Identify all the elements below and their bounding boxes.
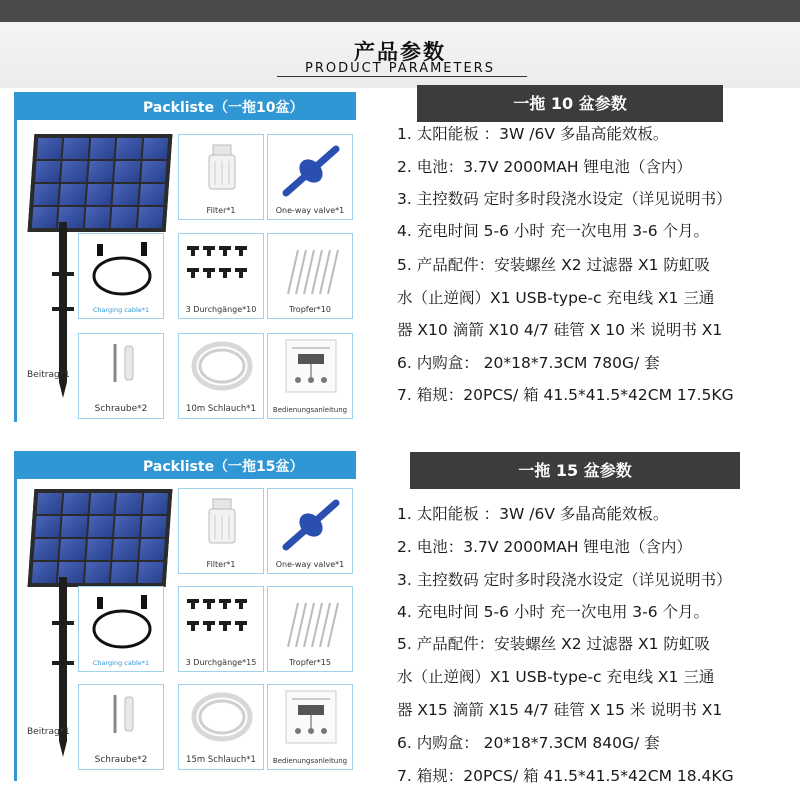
- solar-panel-image: [28, 134, 173, 232]
- filter-icon: [179, 489, 265, 559]
- spec-line: 5. 产品配件：安装螺丝 X2 过滤器 X1 防虹吸: [397, 256, 710, 274]
- item-schraube-label: Schraube*2: [94, 404, 148, 414]
- item-durchgange-label: 3 Durchgänge*10: [185, 305, 257, 314]
- ground-stake-image: [59, 222, 67, 382]
- item-manual-label: Bedienungsanleitung: [272, 406, 348, 414]
- item-cable-label: Charging cable*1: [92, 659, 150, 667]
- stake-fin: [52, 661, 74, 665]
- title-underline: [277, 76, 527, 77]
- packlist-title: Packliste（一拖15盆）: [143, 459, 304, 475]
- hose-coil-icon: [179, 685, 265, 749]
- item-durchgange: [178, 233, 264, 319]
- spec-line: 6. 内购盒： 20*18*7.3CM 840G/ 套: [397, 734, 660, 752]
- hose-coil-icon: [179, 334, 265, 398]
- item-charging-cable: [78, 586, 164, 672]
- spec-line: 7. 箱规：20PCS/ 箱 41.5*41.5*42CM 18.4KG: [397, 767, 734, 785]
- item-valve-label: One-way valve*1: [275, 206, 345, 215]
- spec-line: 4. 充电时间 5-6 小时 充一次电用 3-6 个月。: [397, 222, 709, 240]
- item-valve-label: One-way valve*1: [275, 560, 345, 569]
- item-manual: [267, 333, 353, 419]
- item-schlauch: [178, 333, 264, 419]
- screw-icon: [79, 685, 165, 745]
- spec-line: 3. 主控数码 定时多时段浇水设定（详见说明书）: [397, 190, 732, 208]
- spec-line: 6. 内购盒： 20*18*7.3CM 780G/ 套: [397, 354, 660, 372]
- spec-line: 1. 太阳能板 ：3W /6V 多晶高能效板。: [397, 505, 669, 523]
- packlist-header: [17, 451, 356, 479]
- item-valve: [267, 134, 353, 220]
- spec-line: 3. 主控数码 定时多时段浇水设定（详见说明书）: [397, 571, 732, 589]
- item-manual-label: Bedienungsanleitung: [272, 757, 348, 765]
- screw-icon: [79, 334, 165, 394]
- manual-icon: [268, 685, 354, 749]
- stake-fin: [52, 621, 74, 625]
- spec-line: 2. 电池：3.7V 2000MAH 锂电池（含内）: [397, 158, 692, 176]
- item-filter: [178, 488, 264, 574]
- packlist-panel-10: [14, 92, 356, 422]
- page-subtitle: PRODUCT PARAMETERS: [305, 61, 495, 76]
- packlist-header: [17, 92, 356, 120]
- spec-header-15: 一拖 15 盆参数: [410, 452, 740, 489]
- dripper-stake-icon: [268, 587, 354, 657]
- charging-cable-icon: [79, 587, 165, 657]
- one-way-valve-icon: [268, 135, 354, 205]
- item-beitrag-label: Beitrag*1: [27, 370, 70, 380]
- spec-line: 1. 太阳能板 ：3W /6V 多晶高能效板。: [397, 125, 669, 143]
- spec-line: 4. 充电时间 5-6 小时 充一次电用 3-6 个月。: [397, 603, 709, 621]
- stake-tip: [59, 382, 67, 398]
- item-schraube-label: Schraube*2: [94, 755, 148, 765]
- spec-line: 器 X10 滴箭 X10 4/7 硅管 X 10 米 说明书 X1: [397, 321, 723, 339]
- charging-cable-icon: [79, 234, 165, 304]
- spec-line: 水（止逆阀）X1 USB-type-c 充电线 X1 三通: [397, 289, 715, 307]
- page-title: 产品参数: [354, 40, 446, 64]
- dripper-stake-icon: [268, 234, 354, 304]
- item-cable-label: Charging cable*1: [92, 306, 150, 314]
- item-filter-label: Filter*1: [206, 206, 236, 215]
- header-top-stripe: [0, 0, 800, 22]
- tee-connector-icon: [179, 234, 265, 304]
- spec-header-10: 一拖 10 盆参数: [417, 85, 723, 122]
- item-durchgange-label: 3 Durchgänge*15: [185, 658, 257, 667]
- spec-line: 水（止逆阀）X1 USB-type-c 充电线 X1 三通: [397, 668, 715, 686]
- item-tropfer-label: Tropfer*15: [288, 658, 331, 667]
- one-way-valve-icon: [268, 489, 354, 559]
- spec-line: 5. 产品配件：安装螺丝 X2 过滤器 X1 防虹吸: [397, 635, 710, 653]
- item-schlauch-label: 10m Schlauch*1: [186, 404, 256, 414]
- stake-fin: [52, 307, 74, 311]
- packlist-title: Packliste（一拖10盆）: [143, 100, 304, 116]
- item-schraube: [78, 333, 164, 419]
- item-valve: [267, 488, 353, 574]
- item-tropfer: [267, 233, 353, 319]
- item-filter: [178, 134, 264, 220]
- spec-line: 器 X15 滴箭 X15 4/7 硅管 X 15 米 说明书 X1: [397, 701, 723, 719]
- item-tropfer-label: Tropfer*10: [288, 305, 331, 314]
- filter-icon: [179, 135, 265, 205]
- item-filter-label: Filter*1: [206, 560, 236, 569]
- item-manual: [267, 684, 353, 770]
- tee-connector-icon: [179, 587, 265, 657]
- packlist-panel-15: [14, 451, 356, 781]
- solar-panel-image: [28, 489, 173, 587]
- item-tropfer: [267, 586, 353, 672]
- item-schlauch-label: 15m Schlauch*1: [186, 755, 256, 765]
- item-schraube: [78, 684, 164, 770]
- item-schlauch: [178, 684, 264, 770]
- stake-fin: [52, 272, 74, 276]
- item-beitrag-label: Beitrag*1: [27, 727, 70, 737]
- item-durchgange: [178, 586, 264, 672]
- item-charging-cable: [78, 233, 164, 319]
- spec-line: 2. 电池：3.7V 2000MAH 锂电池（含内）: [397, 538, 692, 556]
- stake-tip: [59, 741, 67, 757]
- spec-line: 7. 箱规：20PCS/ 箱 41.5*41.5*42CM 17.5KG: [397, 386, 734, 404]
- manual-icon: [268, 334, 354, 398]
- ground-stake-image: [59, 577, 67, 741]
